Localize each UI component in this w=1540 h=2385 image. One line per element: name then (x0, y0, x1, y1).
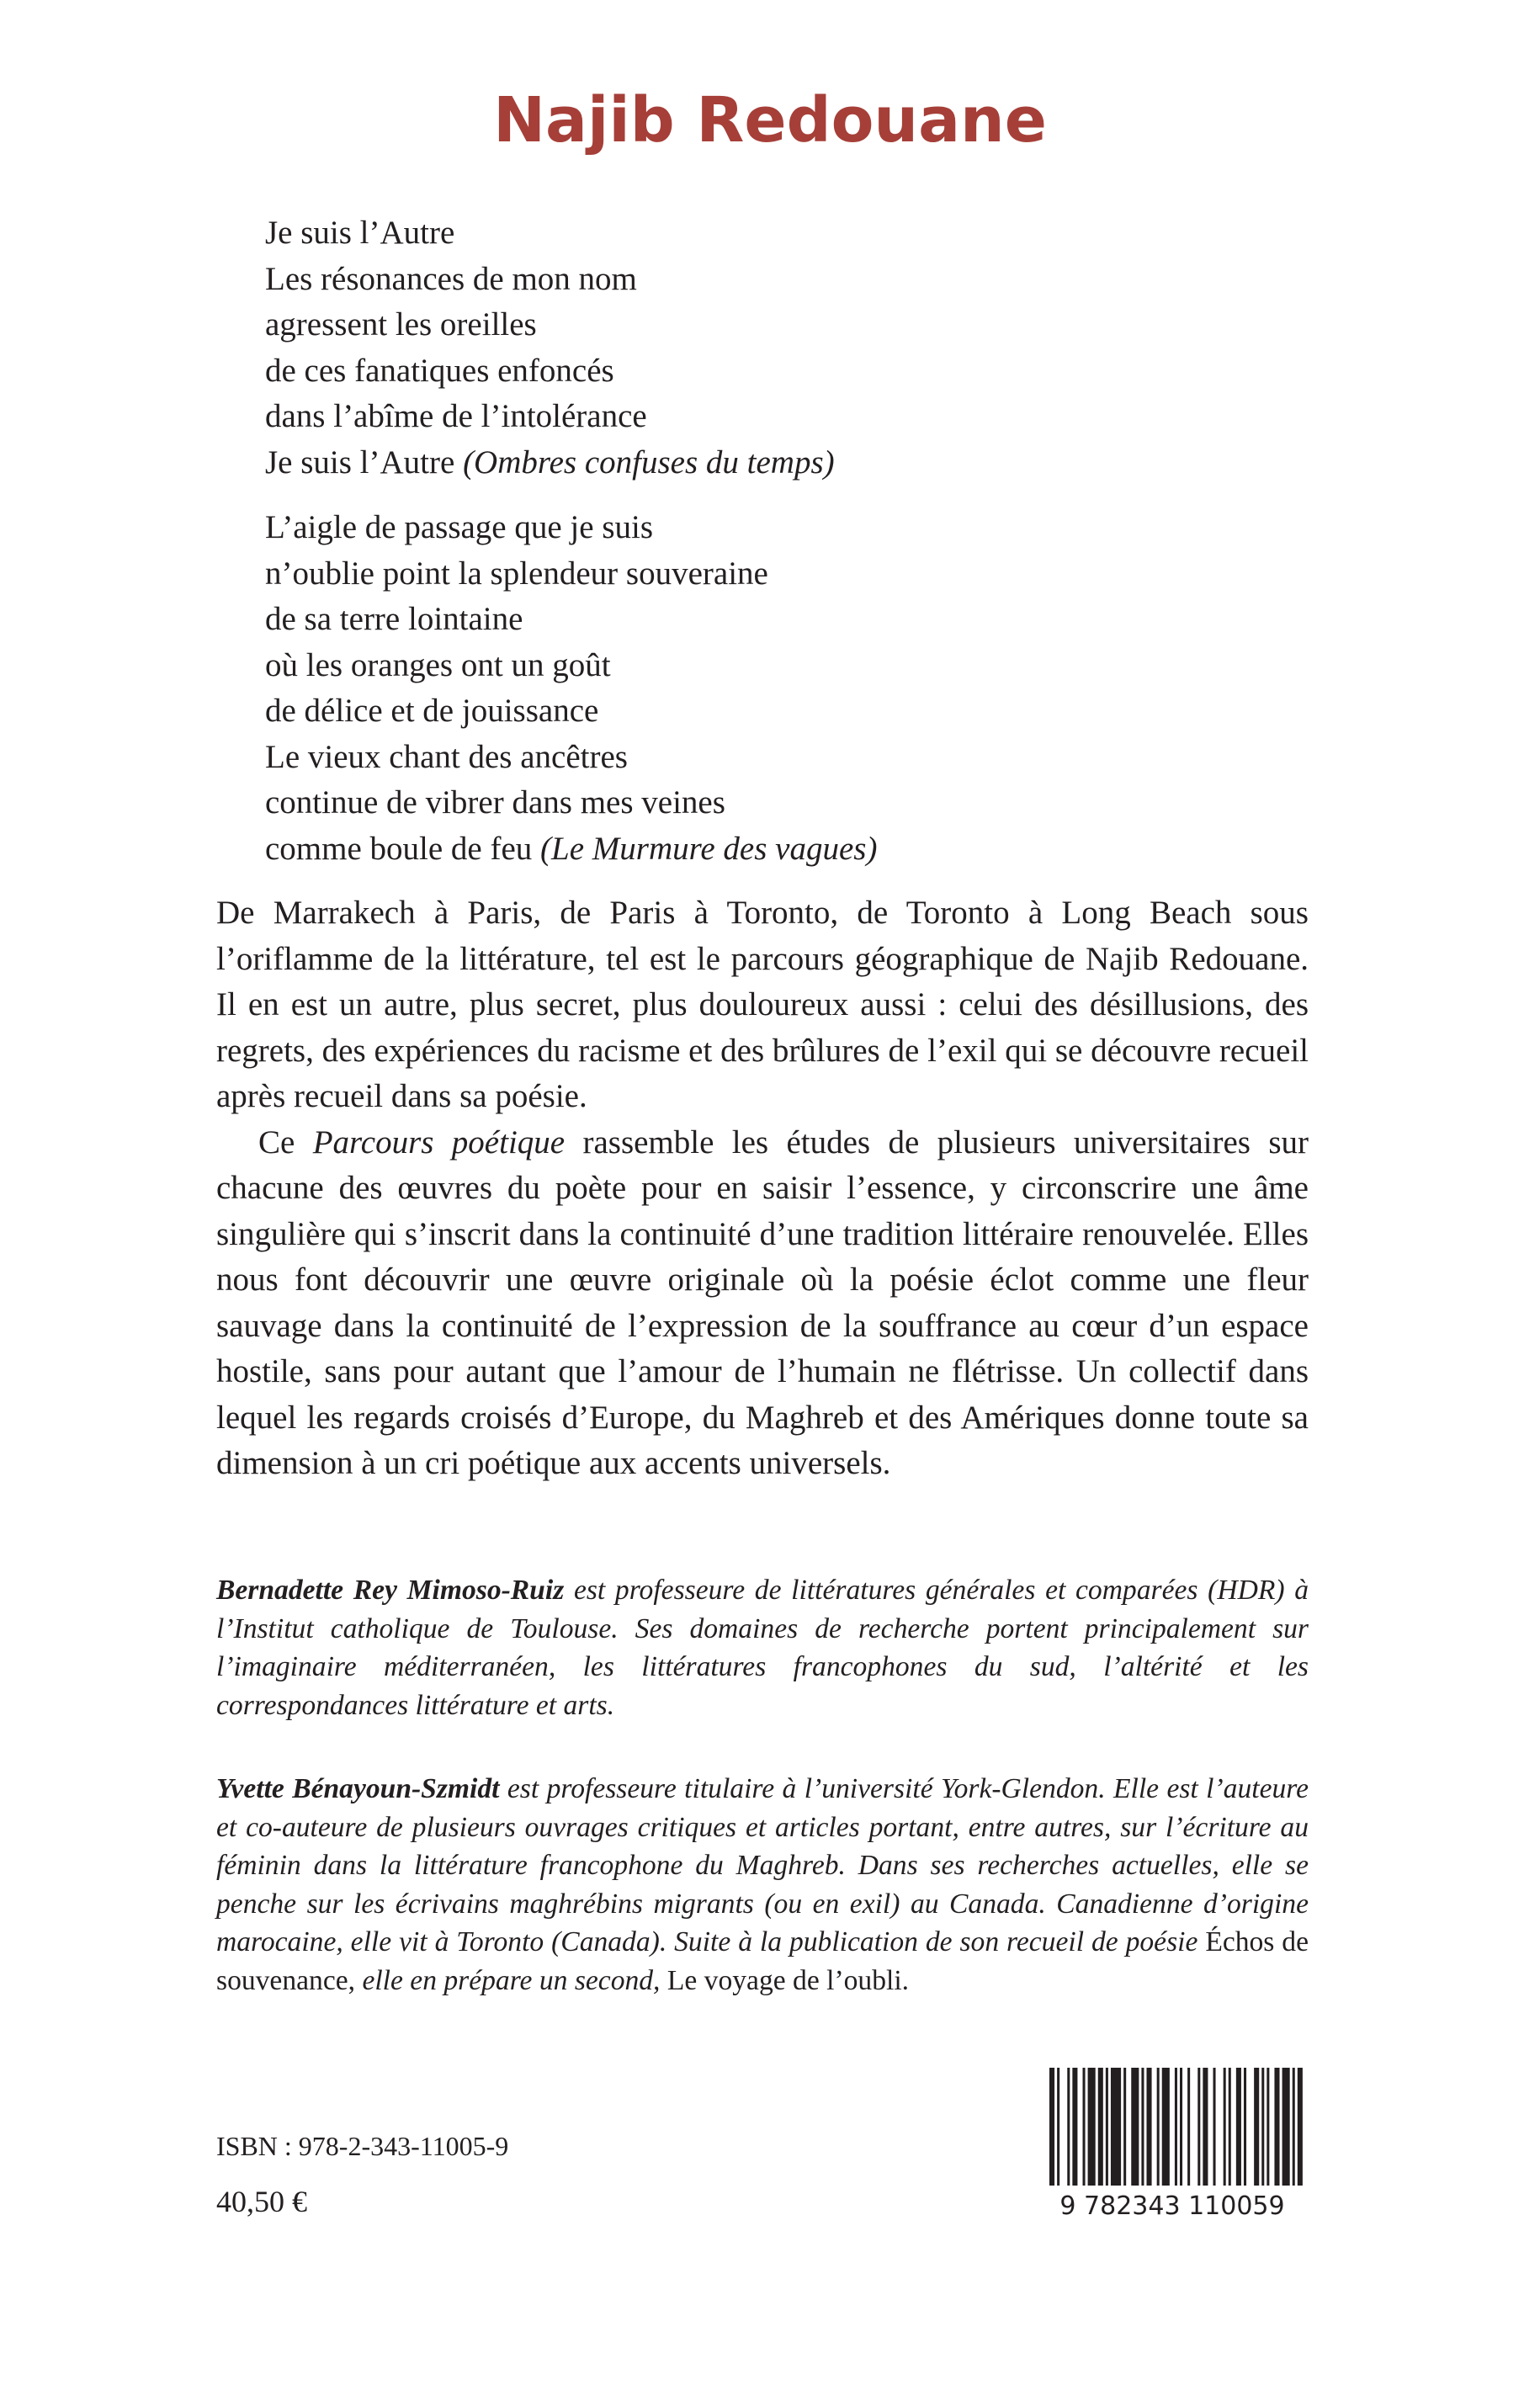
poem-line: agressent les oreilles (265, 306, 537, 343)
poem-source: (Le Murmure des vagues) (540, 830, 878, 867)
editor-bio-1 (216, 1571, 1309, 1724)
poem-line: continue de vibrer dans mes veines (265, 784, 725, 821)
poem-line-text: Je suis l’Autre (265, 444, 455, 481)
poem-line: Le vieux chant des ancêtres (265, 738, 628, 775)
poem-line-last (265, 440, 835, 486)
author-title: Najib Redouane (493, 84, 1047, 157)
poem-line: Je suis l’Autre (265, 215, 455, 251)
poem-line: L’aigle de passage que je suis (265, 509, 654, 545)
editor-name: Yvette Bénayoun-Szmidt (216, 1773, 500, 1804)
description-paragraph-2 (216, 1120, 1309, 1487)
bio-text: est professeure titulaire à l’université York-Glendon. Elle est l’auteure et co-auteure de plusieurs ouvrages critiques et articles portant, entre autres, sur l’écriture au féminin dans la littérature francophone du Maghreb. Dans ses recherches actuelles, elle se penche sur les écrivains maghrébins migrants (ou en exil) au Canada. Canadienne d’origine marocaine, elle vit à Toronto (Canada). Suite à la publication de son recueil de poésie (216, 1773, 1309, 1957)
editor-name: Bernadette Rey Mimoso-Ruiz (216, 1575, 565, 1606)
poem-line: n’oublie point la splendeur souveraine (265, 555, 768, 592)
poem-line: dans l’abîme de l’intolérance (265, 398, 647, 434)
bio-text: elle en prépare un second, (362, 1964, 661, 1996)
editor-bio-2 (216, 1770, 1309, 2000)
paragraph-text: rassemble les études de plusieurs universitaires sur chacune des œuvres du poète pour en saisir l’essence, y circonscrire une âme singulière qui s’inscrit dans la continuité d’une tradition littéraire renouvelée. Elles nous font découvrir une œuvre originale où la poésie éclot comme une fleur sauvage dans la continuité de l’expression de la souffrance au cœur d’un espace hostile, sans pour autant que l’amour de l’humain ne flétrisse. Un collectif dans lequel les regards croisés d’Europe, du Maghreb et des Amériques donne toute sa dimension à un cri poétique aux accents universels. (216, 1123, 1309, 1481)
poem-line: où les oranges ont un goût (265, 646, 611, 683)
poem-source: (Ombres confuses du temps) (463, 444, 835, 481)
poem-excerpt-2 (265, 505, 877, 872)
work-title: Échos de souvenance, (216, 1926, 1309, 1996)
description-paragraph-1: De Marrakech à Paris, de Paris à Toronto, de Toronto à Long Beach sous l’oriflamme de la littérature, tel est le parcours géographique de Najib Redouane. Il en est un autre, plus secret, plus douloureux aussi : celui des désillusions, des regrets, des expériences du racisme et des brûlures de l’exil qui se découvre recueil après recueil dans sa poésie. (216, 895, 1309, 1114)
book-description (216, 890, 1309, 1487)
poem-line: de sa terre lointaine (265, 601, 523, 637)
isbn: ISBN : 978-2-343-11005-9 (216, 2131, 509, 2161)
poem-line: Les résonances de mon nom (265, 260, 637, 297)
book-title-italic: Parcours poétique (312, 1123, 566, 1161)
poem-line: de délice et de jouissance (265, 693, 599, 729)
poem-line: de ces fanatiques enfoncés (265, 352, 614, 389)
bio-text: est professeure de littératures générales et comparées (HDR) à l’Institut catholique de Toulouse. Ses domaines de recherche portent principalement sur l’imaginaire méditerranéen, les littératures francophones du sud, l’altérité et les correspondances littérature et arts. (216, 1575, 1309, 1721)
poem-excerpt-1 (265, 210, 835, 486)
barcode-digits: 9 782343 110059 (1059, 2191, 1285, 2221)
price: 40,50 € (216, 2185, 307, 2218)
paragraph-text: Ce (258, 1123, 295, 1161)
poem-line-text: comme boule de feu (265, 830, 533, 867)
poem-line-last (265, 826, 877, 873)
work-title: Le voyage de l’oubli. (666, 1964, 910, 1996)
